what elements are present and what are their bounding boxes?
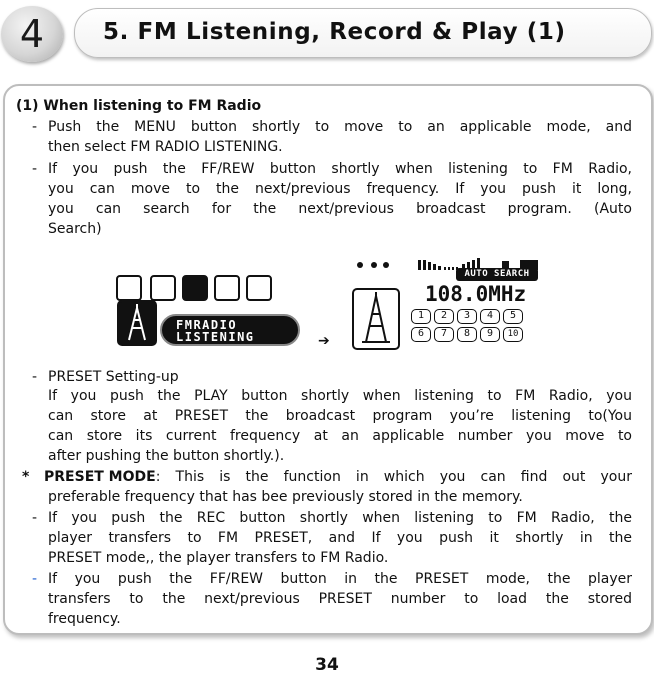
paragraph-line: preferable frequency that has bee previously stored in the memory. [48,489,523,505]
bullet-dash: - [32,369,38,385]
title-bar [74,8,652,58]
preset-mode-line [44,468,632,487]
page-title: 5. FM Listening, Record & Play (1) [103,19,566,45]
paragraph-line: can store its current frequency at an applicable number you move to [48,428,632,444]
preset-mode-description: : This is the function in which you can find out your [155,469,632,485]
preset-mode-term: PRESET MODE [44,469,156,485]
paragraph-line: Push the MENU button shortly to move to an applicable mode, and [48,119,632,135]
paragraph-line: PRESET mode,, the player transfers to FM Radio. [48,550,389,566]
paragraph-line: then select FM RADIO LISTENING. [48,139,283,155]
menu-label-line1: FMRADIO [176,318,238,332]
antenna-icon [117,300,157,346]
bullet-dash: - [32,119,38,135]
preset-key-8: 8 [457,327,477,342]
paragraph-line: player transfers to FM PRESET, and If you push it shortly in the [48,530,632,546]
paragraph-line: frequency. [48,611,121,627]
preset-key-6: 6 [411,327,431,342]
bullet-dash: - [32,510,38,526]
page-number: 34 [315,655,339,675]
video-icon [116,275,142,301]
chapter-badge: 4 [1,6,63,62]
photo-icon [150,275,176,301]
note-star: * [22,469,30,485]
preset-key-2: 2 [434,309,454,324]
preset-key-5: 5 [503,309,523,324]
preset-key-10: 10 [503,327,523,342]
settings-icon [246,275,272,301]
paragraph-line: Search) [48,221,102,237]
preset-key-9: 9 [480,327,500,342]
preset-key-3: 3 [457,309,477,324]
paragraph-line: If you push the PLAY button shortly when listening to FM Radio, you [48,388,632,404]
radio-tower-icon [352,288,400,350]
radio-tower-icon [182,275,208,301]
preset-key-7: 7 [434,327,454,342]
paragraph-line: after pushing the button shortly.). [48,448,285,464]
paragraph-line: you can search for the next/previous broadcast program. (Auto [48,201,632,217]
section-heading: (1) When listening to FM Radio [16,98,262,114]
paragraph-line: can store at PRESET the broadcast program you’re listening to(You [48,408,632,424]
record-icon [214,275,240,301]
preset-key-4: 4 [480,309,500,324]
bullet-dash-accent: - [32,571,38,587]
arrow-icon: ➔ [318,333,330,349]
bullet-dash: - [32,161,38,177]
menu-label-line2: LISTENING [176,330,255,344]
paragraph-line: If you push the FF/REW button in the PRESET mode, the player [48,571,632,587]
preset-key-1: 1 [411,309,431,324]
paragraph-line: If you push the REC button shortly when listening to FM Radio, the [48,510,632,526]
paragraph-line: you can move to the next/previous frequency. If you push it long, [48,181,632,197]
paragraph-line: If you push the FF/REW button shortly when listening to FM Radio, [48,161,632,177]
preset-setting-title: PRESET Setting-up [48,369,179,385]
frequency-display: 108.0MHz [425,282,527,306]
paragraph-line: transfers to the next/previous PRESET number to load the stored [48,591,632,607]
menu-label-fm-radio-listening [160,314,300,346]
auto-search-label: AUTO SEARCH [456,268,538,281]
